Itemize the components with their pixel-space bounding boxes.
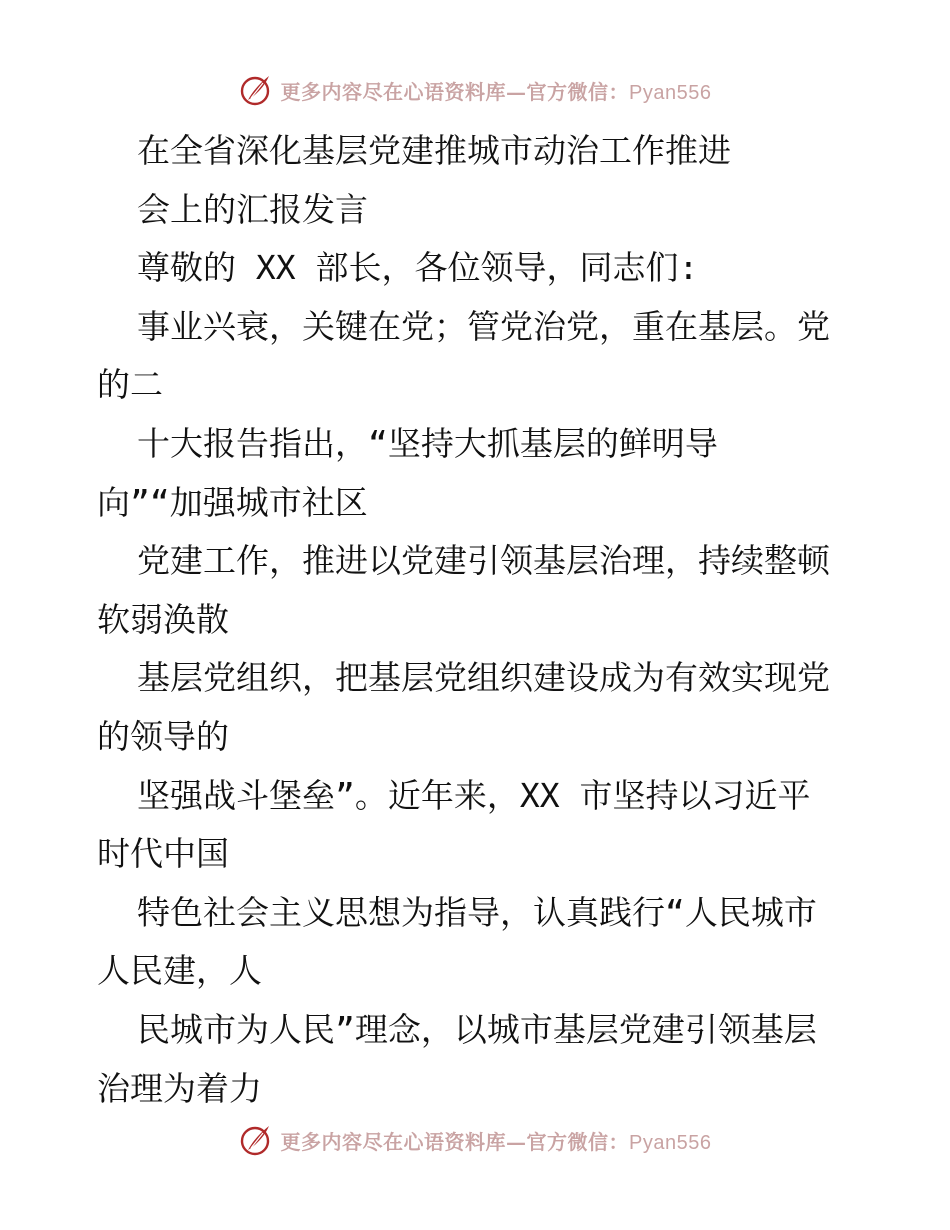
quill-logo-icon [239, 73, 273, 107]
footer-contact-label: 官方微信： [526, 1129, 630, 1154]
footer-site-text: 更多内容尽在心语资料库 [280, 1129, 507, 1154]
header-dash: — [506, 79, 527, 104]
header-banner [0, 70, 950, 110]
header-contact-label: 官方微信： [526, 79, 630, 104]
paragraph-line: 人民建，人 [97, 951, 262, 991]
paragraph-line: 软弱涣散 [97, 599, 229, 639]
paragraph-line: 十大报告指出，“坚持大抓基层的鲜明导 [137, 423, 718, 463]
footer-dash: — [506, 1129, 527, 1154]
quill-logo-icon [239, 1123, 273, 1157]
header-contact-id: Pyan556 [629, 81, 712, 104]
paragraph-line: 民城市为人民”理念，以城市基层党建引领基层 [137, 1009, 817, 1049]
document-body [97, 122, 857, 1118]
paragraph-line: 治理为着力 [97, 1068, 262, 1108]
paragraph-line: 的领导的 [97, 716, 229, 756]
paragraph-line: 事业兴衰，关键在党；管党治党，重在基层。党 [137, 306, 830, 346]
header-site-text: 更多内容尽在心语资料库 [280, 79, 507, 104]
paragraph-line: 时代中国 [97, 834, 229, 874]
title-line-1: 在全省深化基层党建推城市动治工作推进 [137, 131, 731, 170]
header-banner-text [281, 76, 712, 105]
paragraph-line: 的二 [97, 365, 163, 405]
paragraph-line: 特色社会主义思想为指导，认真践行“人民城市 [137, 892, 817, 932]
title-line-2: 会上的汇报发言 [137, 189, 368, 229]
paragraph-line: 向”“加强城市社区 [97, 482, 368, 522]
paragraph-line: 基层党组织，把基层党组织建设成为有效实现党 [137, 658, 830, 698]
footer-contact-id: Pyan556 [629, 1131, 712, 1154]
salutation-line: 尊敬的 XX 部长，各位领导，同志们: [137, 248, 699, 288]
footer-banner-text [281, 1126, 712, 1155]
paragraph-line: 坚强战斗堡垒”。近年来，XX 市坚持以习近平 [137, 775, 811, 815]
paragraph-line: 党建工作，推进以党建引领基层治理，持续整顿 [137, 541, 830, 581]
footer-banner [0, 1120, 950, 1160]
